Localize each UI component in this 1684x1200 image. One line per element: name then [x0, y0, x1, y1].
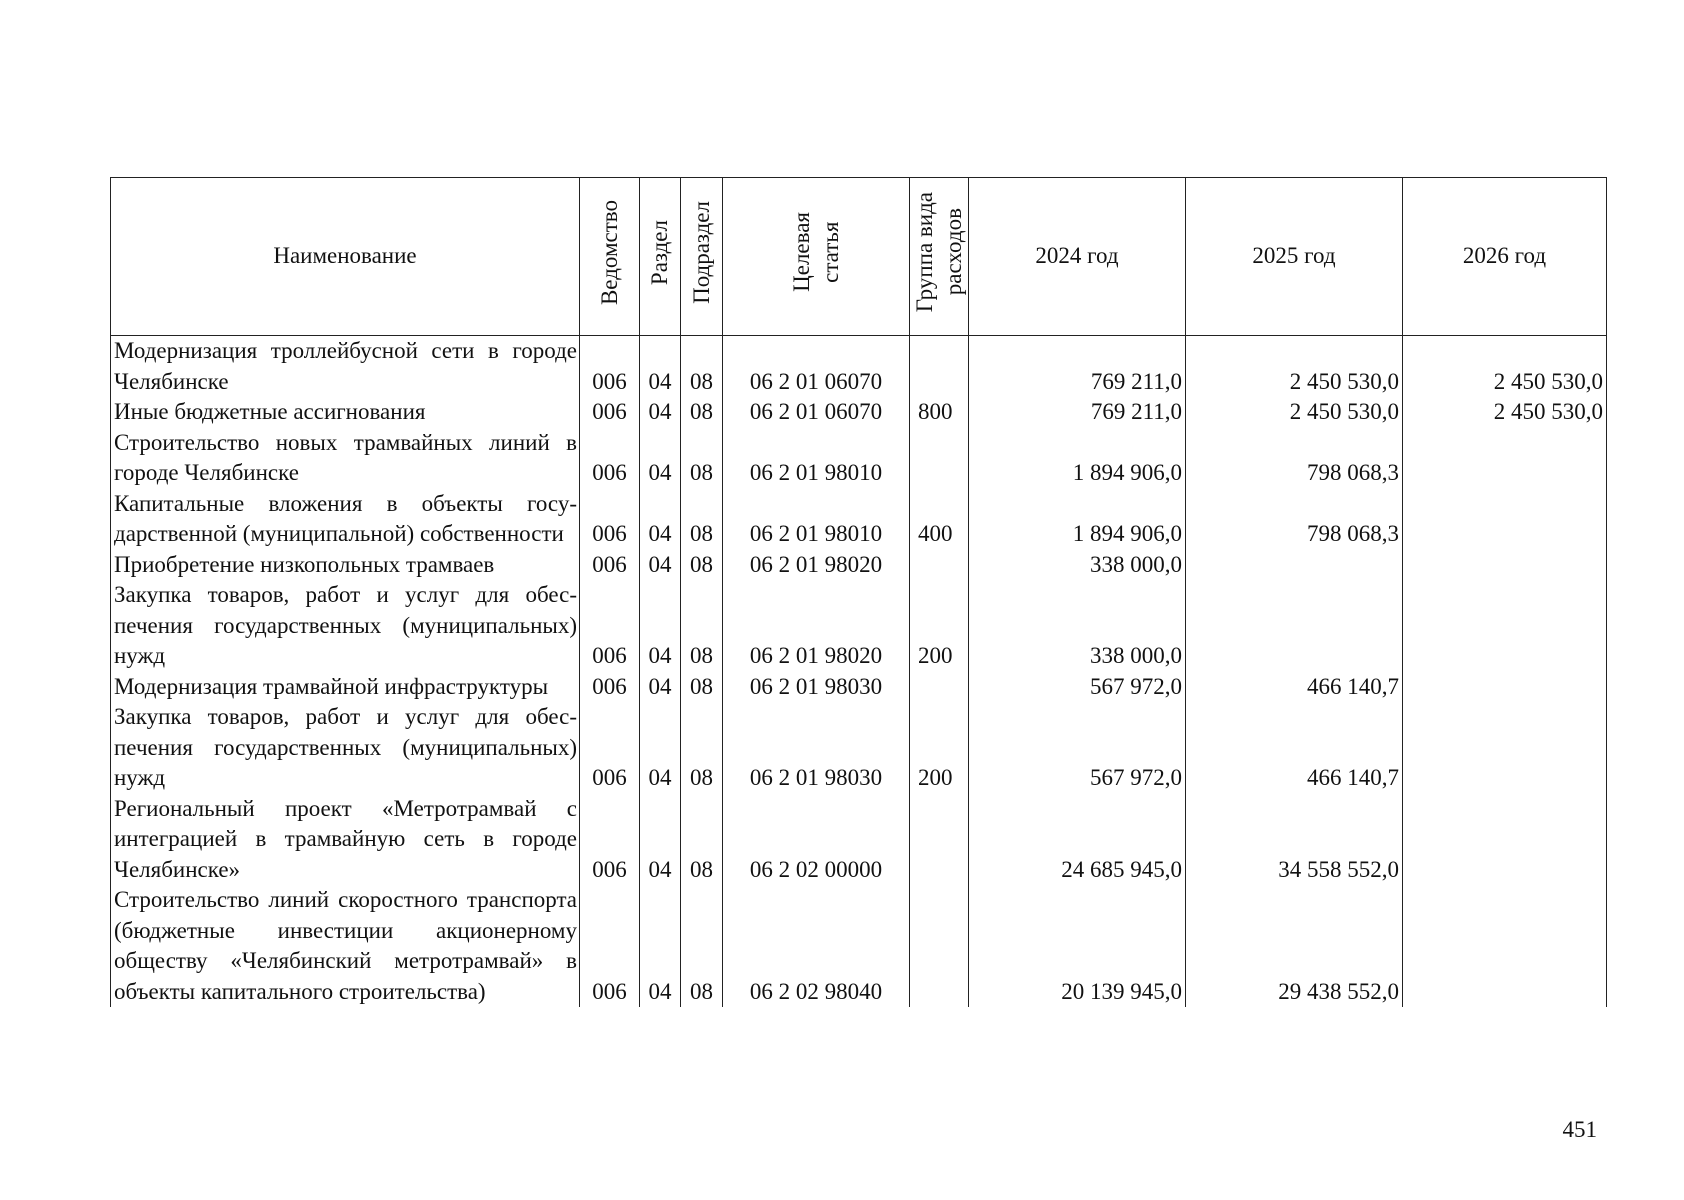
cell-2026: 2 450 530,0: [1403, 397, 1607, 428]
cell-group: [910, 794, 969, 886]
cell-target: 06 2 02 98040: [723, 885, 910, 1007]
header-group: Группа вида расходов: [910, 178, 969, 336]
cell-2025: 798 068,3: [1186, 428, 1403, 489]
page-number: 451: [1562, 1117, 1597, 1142]
table-row: [111, 672, 1607, 703]
cell-group: 400: [910, 489, 969, 550]
cell-name: Строительство линий скоростного транспорта (бюджетные инвестиции акционерному обществу «Челябинский метротрамвай» в объекты капитального строительства): [111, 885, 580, 1007]
cell-group: [910, 885, 969, 1007]
cell-vedomstvo: 006: [580, 580, 640, 672]
cell-2026: [1403, 702, 1607, 794]
table-row: [111, 397, 1607, 428]
cell-razdel: 04: [640, 794, 681, 886]
table-row: [111, 336, 1607, 398]
cell-razdel: 04: [640, 885, 681, 1007]
cell-razdel: 04: [640, 550, 681, 581]
cell-vedomstvo: 006: [580, 489, 640, 550]
cell-name: Закупка товаров, работ и услуг для обеспечения государственных (муниципальных) нужд: [111, 580, 580, 672]
cell-podrazdel: 08: [681, 550, 723, 581]
cell-podrazdel: 08: [681, 397, 723, 428]
header-2026: 2026 год: [1403, 178, 1607, 336]
cell-podrazdel: 08: [681, 580, 723, 672]
cell-2024: 567 972,0: [969, 702, 1186, 794]
cell-2025: [1186, 550, 1403, 581]
table-row: [111, 885, 1607, 1007]
cell-2026: [1403, 428, 1607, 489]
cell-2024: 769 211,0: [969, 336, 1186, 398]
cell-podrazdel: 08: [681, 336, 723, 398]
table-row: [111, 550, 1607, 581]
table-body: [111, 336, 1607, 1008]
cell-2026: [1403, 885, 1607, 1007]
cell-2024: 1 894 906,0: [969, 428, 1186, 489]
cell-vedomstvo: 006: [580, 428, 640, 489]
cell-vedomstvo: 006: [580, 794, 640, 886]
cell-2025: [1186, 580, 1403, 672]
cell-name: Иные бюджетные ассигнования: [111, 397, 580, 428]
cell-name: Модернизация троллейбусной сети в городе Челябинске: [111, 336, 580, 398]
cell-group: [910, 428, 969, 489]
header-razdel: Раздел: [640, 178, 681, 336]
header-2025: 2025 год: [1186, 178, 1403, 336]
cell-target: 06 2 01 98010: [723, 428, 910, 489]
cell-2024: 769 211,0: [969, 397, 1186, 428]
table-row: [111, 794, 1607, 886]
cell-vedomstvo: 006: [580, 885, 640, 1007]
cell-vedomstvo: 006: [580, 672, 640, 703]
cell-2024: 20 139 945,0: [969, 885, 1186, 1007]
cell-podrazdel: 08: [681, 672, 723, 703]
cell-name: Закупка товаров, работ и услуг для обеспечения государственных (муниципальных) нужд: [111, 702, 580, 794]
cell-razdel: 04: [640, 580, 681, 672]
cell-vedomstvo: 006: [580, 702, 640, 794]
table-header: [111, 178, 1607, 336]
cell-2025: 29 438 552,0: [1186, 885, 1403, 1007]
cell-vedomstvo: 006: [580, 550, 640, 581]
cell-target: 06 2 01 06070: [723, 336, 910, 398]
cell-razdel: 04: [640, 397, 681, 428]
table-row: [111, 428, 1607, 489]
cell-podrazdel: 08: [681, 702, 723, 794]
cell-target: 06 2 01 98030: [723, 702, 910, 794]
cell-podrazdel: 08: [681, 428, 723, 489]
cell-target: 06 2 01 98030: [723, 672, 910, 703]
cell-2024: 567 972,0: [969, 672, 1186, 703]
cell-razdel: 04: [640, 702, 681, 794]
cell-vedomstvo: 006: [580, 336, 640, 398]
header-vedomstvo: Ведомство: [580, 178, 640, 336]
cell-podrazdel: 08: [681, 489, 723, 550]
table-row: [111, 489, 1607, 550]
cell-2026: [1403, 580, 1607, 672]
cell-group: [910, 672, 969, 703]
cell-name: Капитальные вложения в объекты государственной (муниципальной) собственности: [111, 489, 580, 550]
cell-2026: [1403, 489, 1607, 550]
header-name: Наименование: [111, 178, 580, 336]
cell-name: Региональный проект «Метротрамвай с интеграцией в трамвайную сеть в городе Челябинске»: [111, 794, 580, 886]
cell-name: Строительство новых трамвайных линий в городе Челябинске: [111, 428, 580, 489]
cell-2025: 2 450 530,0: [1186, 397, 1403, 428]
budget-table: [110, 177, 1607, 1007]
cell-name: Приобретение низкопольных трамваев: [111, 550, 580, 581]
cell-group: 200: [910, 580, 969, 672]
cell-razdel: 04: [640, 489, 681, 550]
cell-target: 06 2 01 06070: [723, 397, 910, 428]
cell-2026: [1403, 794, 1607, 886]
header-podrazdel: Подраздел: [681, 178, 723, 336]
cell-razdel: 04: [640, 672, 681, 703]
cell-2024: 338 000,0: [969, 550, 1186, 581]
cell-2025: 2 450 530,0: [1186, 336, 1403, 398]
cell-target: 06 2 01 98020: [723, 550, 910, 581]
cell-2026: [1403, 550, 1607, 581]
cell-2026: [1403, 672, 1607, 703]
cell-name: Модернизация трамвайной инфраструктуры: [111, 672, 580, 703]
header-2024: 2024 год: [969, 178, 1186, 336]
table-row: [111, 702, 1607, 794]
cell-target: 06 2 01 98020: [723, 580, 910, 672]
cell-group: [910, 550, 969, 581]
cell-razdel: 04: [640, 336, 681, 398]
cell-2026: 2 450 530,0: [1403, 336, 1607, 398]
cell-podrazdel: 08: [681, 794, 723, 886]
cell-group: 200: [910, 702, 969, 794]
cell-target: 06 2 02 00000: [723, 794, 910, 886]
cell-group: [910, 336, 969, 398]
table-row: [111, 580, 1607, 672]
cell-target: 06 2 01 98010: [723, 489, 910, 550]
cell-group: 800: [910, 397, 969, 428]
cell-2025: 34 558 552,0: [1186, 794, 1403, 886]
cell-2025: 798 068,3: [1186, 489, 1403, 550]
cell-razdel: 04: [640, 428, 681, 489]
cell-2025: 466 140,7: [1186, 672, 1403, 703]
cell-podrazdel: 08: [681, 885, 723, 1007]
cell-2024: 24 685 945,0: [969, 794, 1186, 886]
cell-2025: 466 140,7: [1186, 702, 1403, 794]
cell-2024: 338 000,0: [969, 580, 1186, 672]
cell-vedomstvo: 006: [580, 397, 640, 428]
cell-2024: 1 894 906,0: [969, 489, 1186, 550]
header-target: Целевая статья: [723, 178, 910, 336]
